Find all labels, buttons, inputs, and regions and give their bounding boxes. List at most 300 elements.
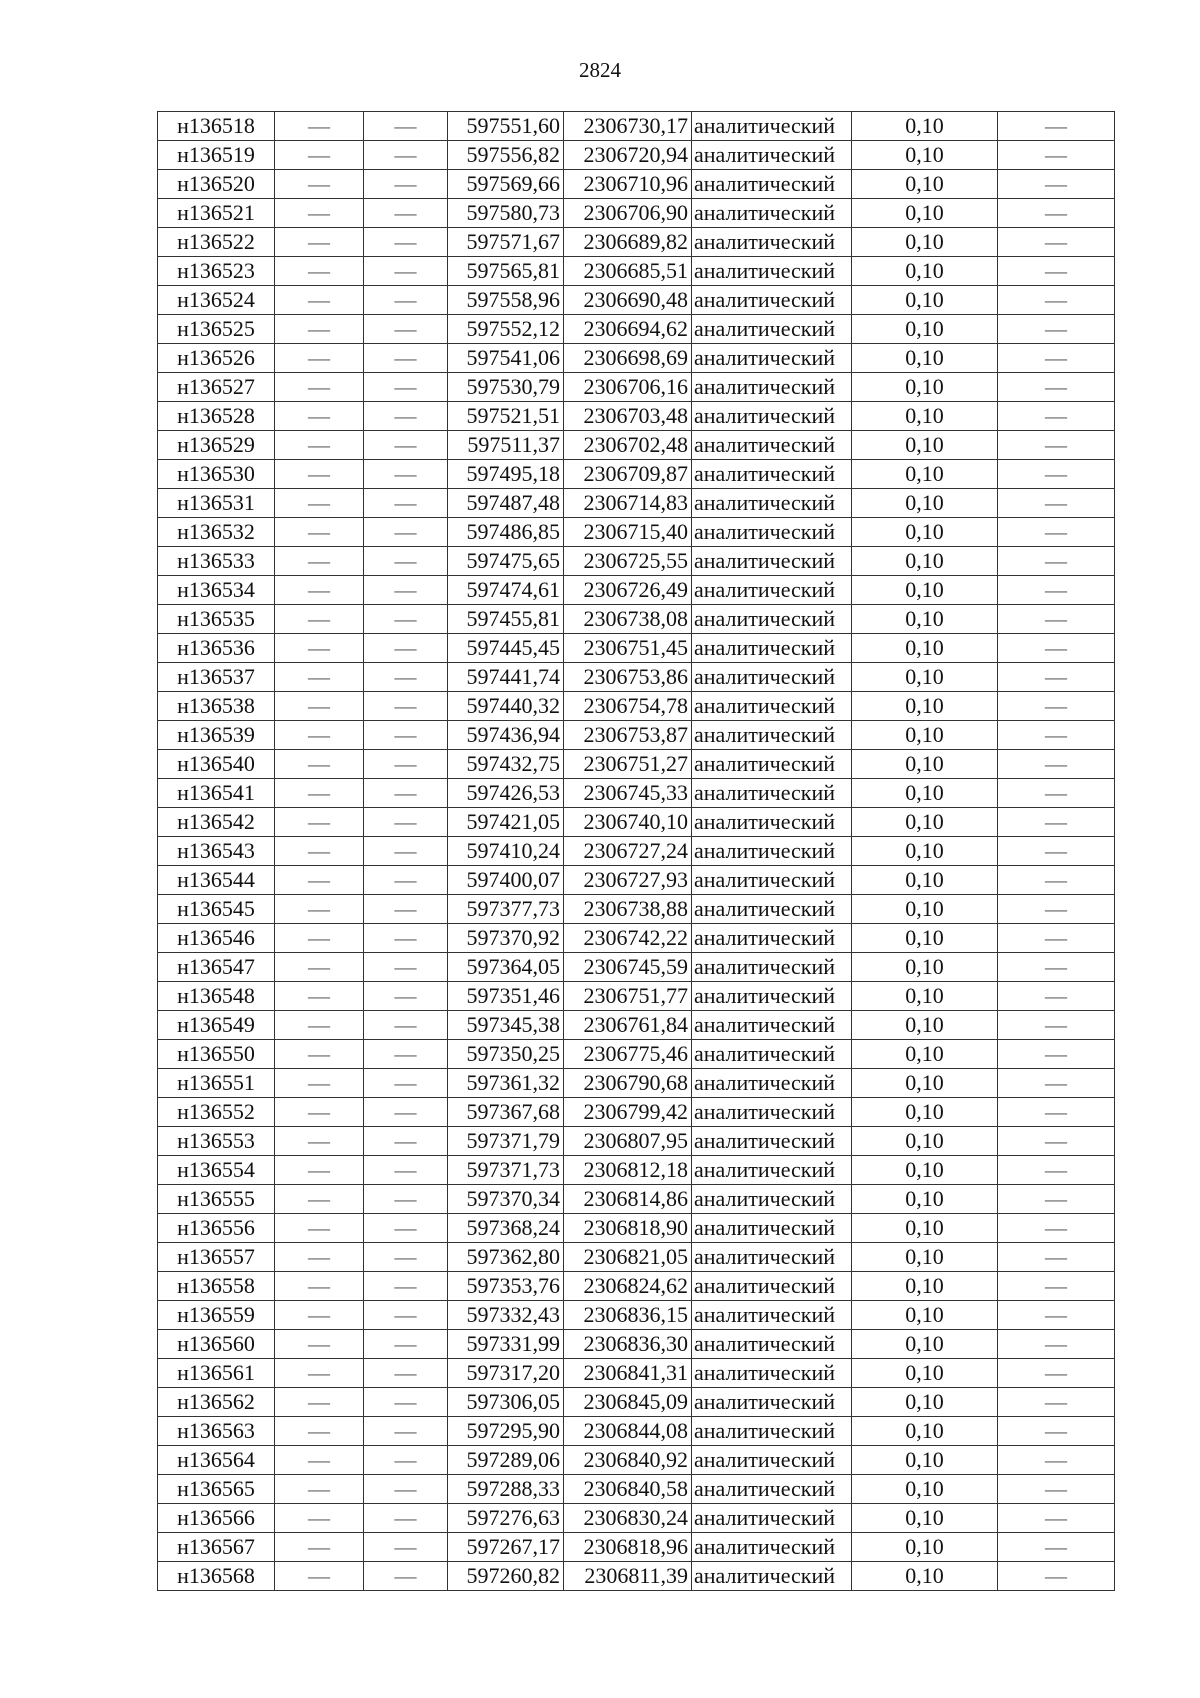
precision-cell: 0,10 [852, 228, 998, 257]
precision-cell: 0,10 [852, 634, 998, 663]
column-2-cell: — [275, 1243, 364, 1272]
column-2-cell: — [275, 547, 364, 576]
column-8-cell: — [998, 1446, 1115, 1475]
column-8-cell: — [998, 837, 1115, 866]
precision-cell: 0,10 [852, 547, 998, 576]
column-2-cell: — [275, 1301, 364, 1330]
method-cell: аналитический [692, 1272, 852, 1301]
column-8-cell: — [998, 924, 1115, 953]
column-8-cell: — [998, 692, 1115, 721]
method-cell: аналитический [692, 228, 852, 257]
table-row [158, 576, 1115, 605]
method-cell: аналитический [692, 170, 852, 199]
table-row [158, 1388, 1115, 1417]
column-8-cell: — [998, 1504, 1115, 1533]
point-id-cell: н136520 [158, 170, 275, 199]
table-row [158, 1069, 1115, 1098]
column-2-cell: — [275, 1069, 364, 1098]
precision-cell: 0,10 [852, 866, 998, 895]
column-2-cell: — [275, 1446, 364, 1475]
x-coordinate-cell: 597317,20 [448, 1359, 564, 1388]
column-3-cell: — [364, 1127, 448, 1156]
column-3-cell: — [364, 1562, 448, 1591]
x-coordinate-cell: 597361,32 [448, 1069, 564, 1098]
column-2-cell: — [275, 1359, 364, 1388]
x-coordinate-cell: 597571,67 [448, 228, 564, 257]
column-3-cell: — [364, 779, 448, 808]
column-2-cell: — [275, 1504, 364, 1533]
column-3-cell: — [364, 663, 448, 692]
method-cell: аналитический [692, 576, 852, 605]
method-cell: аналитический [692, 460, 852, 489]
column-3-cell: — [364, 1446, 448, 1475]
table-row [158, 228, 1115, 257]
table-row [158, 750, 1115, 779]
column-8-cell: — [998, 721, 1115, 750]
column-2-cell: — [275, 199, 364, 228]
column-3-cell: — [364, 518, 448, 547]
column-3-cell: — [364, 837, 448, 866]
method-cell: аналитический [692, 344, 852, 373]
method-cell: аналитический [692, 924, 852, 953]
method-cell: аналитический [692, 866, 852, 895]
y-coordinate-cell: 2306799,42 [564, 1098, 692, 1127]
column-3-cell: — [364, 924, 448, 953]
method-cell: аналитический [692, 431, 852, 460]
point-id-cell: н136527 [158, 373, 275, 402]
precision-cell: 0,10 [852, 1272, 998, 1301]
x-coordinate-cell: 597367,68 [448, 1098, 564, 1127]
method-cell: аналитический [692, 1330, 852, 1359]
column-3-cell: — [364, 866, 448, 895]
point-id-cell: н136550 [158, 1040, 275, 1069]
precision-cell: 0,10 [852, 1446, 998, 1475]
point-id-cell: н136537 [158, 663, 275, 692]
method-cell: аналитический [692, 634, 852, 663]
y-coordinate-cell: 2306742,22 [564, 924, 692, 953]
method-cell: аналитический [692, 605, 852, 634]
point-id-cell: н136547 [158, 953, 275, 982]
point-id-cell: н136555 [158, 1185, 275, 1214]
x-coordinate-cell: 597552,12 [448, 315, 564, 344]
y-coordinate-cell: 2306706,90 [564, 199, 692, 228]
column-3-cell: — [364, 1272, 448, 1301]
point-id-cell: н136519 [158, 141, 275, 170]
column-8-cell: — [998, 518, 1115, 547]
table-row [158, 547, 1115, 576]
precision-cell: 0,10 [852, 373, 998, 402]
column-3-cell: — [364, 692, 448, 721]
y-coordinate-cell: 2306753,86 [564, 663, 692, 692]
method-cell: аналитический [692, 721, 852, 750]
precision-cell: 0,10 [852, 1243, 998, 1272]
x-coordinate-cell: 597377,73 [448, 895, 564, 924]
table-row [158, 1330, 1115, 1359]
point-id-cell: н136541 [158, 779, 275, 808]
point-id-cell: н136556 [158, 1214, 275, 1243]
y-coordinate-cell: 2306840,92 [564, 1446, 692, 1475]
x-coordinate-cell: 597530,79 [448, 373, 564, 402]
table-row [158, 1475, 1115, 1504]
method-cell: аналитический [692, 982, 852, 1011]
column-8-cell: — [998, 141, 1115, 170]
point-id-cell: н136546 [158, 924, 275, 953]
precision-cell: 0,10 [852, 199, 998, 228]
column-8-cell: — [998, 953, 1115, 982]
column-8-cell: — [998, 402, 1115, 431]
x-coordinate-cell: 597260,82 [448, 1562, 564, 1591]
column-2-cell: — [275, 141, 364, 170]
point-id-cell: н136566 [158, 1504, 275, 1533]
column-3-cell: — [364, 750, 448, 779]
method-cell: аналитический [692, 1446, 852, 1475]
precision-cell: 0,10 [852, 1504, 998, 1533]
precision-cell: 0,10 [852, 1533, 998, 1562]
table-row [158, 779, 1115, 808]
precision-cell: 0,10 [852, 837, 998, 866]
precision-cell: 0,10 [852, 895, 998, 924]
column-8-cell: — [998, 779, 1115, 808]
precision-cell: 0,10 [852, 808, 998, 837]
column-2-cell: — [275, 460, 364, 489]
point-id-cell: н136548 [158, 982, 275, 1011]
point-id-cell: н136533 [158, 547, 275, 576]
x-coordinate-cell: 597521,51 [448, 402, 564, 431]
table-row [158, 286, 1115, 315]
column-8-cell: — [998, 489, 1115, 518]
y-coordinate-cell: 2306775,46 [564, 1040, 692, 1069]
x-coordinate-cell: 597440,32 [448, 692, 564, 721]
column-8-cell: — [998, 1156, 1115, 1185]
x-coordinate-cell: 597353,76 [448, 1272, 564, 1301]
y-coordinate-cell: 2306814,86 [564, 1185, 692, 1214]
column-8-cell: — [998, 1417, 1115, 1446]
x-coordinate-cell: 597400,07 [448, 866, 564, 895]
column-2-cell: — [275, 1562, 364, 1591]
column-8-cell: — [998, 1359, 1115, 1388]
table-row [158, 895, 1115, 924]
method-cell: аналитический [692, 663, 852, 692]
method-cell: аналитический [692, 1301, 852, 1330]
x-coordinate-cell: 597276,63 [448, 1504, 564, 1533]
x-coordinate-cell: 597541,06 [448, 344, 564, 373]
precision-cell: 0,10 [852, 953, 998, 982]
point-id-cell: н136529 [158, 431, 275, 460]
column-2-cell: — [275, 112, 364, 141]
method-cell: аналитический [692, 286, 852, 315]
column-2-cell: — [275, 1475, 364, 1504]
column-2-cell: — [275, 866, 364, 895]
method-cell: аналитический [692, 808, 852, 837]
method-cell: аналитический [692, 1156, 852, 1185]
column-2-cell: — [275, 1214, 364, 1243]
column-2-cell: — [275, 663, 364, 692]
point-id-cell: н136545 [158, 895, 275, 924]
precision-cell: 0,10 [852, 721, 998, 750]
table-row [158, 1243, 1115, 1272]
column-8-cell: — [998, 1011, 1115, 1040]
column-2-cell: — [275, 170, 364, 199]
precision-cell: 0,10 [852, 141, 998, 170]
precision-cell: 0,10 [852, 431, 998, 460]
point-id-cell: н136557 [158, 1243, 275, 1272]
column-3-cell: — [364, 1011, 448, 1040]
y-coordinate-cell: 2306738,08 [564, 605, 692, 634]
point-id-cell: н136560 [158, 1330, 275, 1359]
table-row [158, 1533, 1115, 1562]
column-3-cell: — [364, 1156, 448, 1185]
column-3-cell: — [364, 257, 448, 286]
column-8-cell: — [998, 634, 1115, 663]
method-cell: аналитический [692, 1011, 852, 1040]
column-8-cell: — [998, 750, 1115, 779]
precision-cell: 0,10 [852, 924, 998, 953]
precision-cell: 0,10 [852, 170, 998, 199]
column-8-cell: — [998, 895, 1115, 924]
x-coordinate-cell: 597371,73 [448, 1156, 564, 1185]
precision-cell: 0,10 [852, 1562, 998, 1591]
column-8-cell: — [998, 866, 1115, 895]
column-2-cell: — [275, 779, 364, 808]
table-row [158, 1214, 1115, 1243]
column-8-cell: — [998, 170, 1115, 199]
table-row [158, 315, 1115, 344]
column-2-cell: — [275, 1185, 364, 1214]
point-id-cell: н136564 [158, 1446, 275, 1475]
column-2-cell: — [275, 257, 364, 286]
table-row [158, 1011, 1115, 1040]
table-row [158, 1359, 1115, 1388]
method-cell: аналитический [692, 837, 852, 866]
column-8-cell: — [998, 373, 1115, 402]
x-coordinate-cell: 597495,18 [448, 460, 564, 489]
precision-cell: 0,10 [852, 1417, 998, 1446]
y-coordinate-cell: 2306727,93 [564, 866, 692, 895]
method-cell: аналитический [692, 1475, 852, 1504]
point-id-cell: н136562 [158, 1388, 275, 1417]
column-3-cell: — [364, 576, 448, 605]
column-2-cell: — [275, 692, 364, 721]
point-id-cell: н136565 [158, 1475, 275, 1504]
column-8-cell: — [998, 315, 1115, 344]
precision-cell: 0,10 [852, 1388, 998, 1417]
y-coordinate-cell: 2306845,09 [564, 1388, 692, 1417]
precision-cell: 0,10 [852, 1156, 998, 1185]
y-coordinate-cell: 2306694,62 [564, 315, 692, 344]
x-coordinate-cell: 597580,73 [448, 199, 564, 228]
column-8-cell: — [998, 605, 1115, 634]
point-id-cell: н136553 [158, 1127, 275, 1156]
y-coordinate-cell: 2306690,48 [564, 286, 692, 315]
table-row [158, 721, 1115, 750]
method-cell: аналитический [692, 141, 852, 170]
column-2-cell: — [275, 1388, 364, 1417]
column-2-cell: — [275, 953, 364, 982]
x-coordinate-cell: 597364,05 [448, 953, 564, 982]
column-8-cell: — [998, 663, 1115, 692]
coordinates-table [157, 111, 1115, 1591]
column-2-cell: — [275, 895, 364, 924]
x-coordinate-cell: 597426,53 [448, 779, 564, 808]
column-3-cell: — [364, 286, 448, 315]
column-2-cell: — [275, 982, 364, 1011]
column-2-cell: — [275, 286, 364, 315]
column-3-cell: — [364, 1040, 448, 1069]
table-row [158, 663, 1115, 692]
column-8-cell: — [998, 1243, 1115, 1272]
x-coordinate-cell: 597565,81 [448, 257, 564, 286]
table-row [158, 605, 1115, 634]
precision-cell: 0,10 [852, 692, 998, 721]
point-id-cell: н136518 [158, 112, 275, 141]
y-coordinate-cell: 2306841,31 [564, 1359, 692, 1388]
table-row [158, 866, 1115, 895]
y-coordinate-cell: 2306710,96 [564, 170, 692, 199]
x-coordinate-cell: 597370,34 [448, 1185, 564, 1214]
column-3-cell: — [364, 721, 448, 750]
x-coordinate-cell: 597267,17 [448, 1533, 564, 1562]
column-8-cell: — [998, 1533, 1115, 1562]
point-id-cell: н136552 [158, 1098, 275, 1127]
y-coordinate-cell: 2306790,68 [564, 1069, 692, 1098]
method-cell: аналитический [692, 257, 852, 286]
method-cell: аналитический [692, 1098, 852, 1127]
column-8-cell: — [998, 286, 1115, 315]
y-coordinate-cell: 2306726,49 [564, 576, 692, 605]
column-2-cell: — [275, 344, 364, 373]
y-coordinate-cell: 2306706,16 [564, 373, 692, 402]
table-row [158, 953, 1115, 982]
method-cell: аналитический [692, 489, 852, 518]
column-3-cell: — [364, 228, 448, 257]
point-id-cell: н136563 [158, 1417, 275, 1446]
column-2-cell: — [275, 837, 364, 866]
x-coordinate-cell: 597288,33 [448, 1475, 564, 1504]
x-coordinate-cell: 597441,74 [448, 663, 564, 692]
column-8-cell: — [998, 1214, 1115, 1243]
point-id-cell: н136535 [158, 605, 275, 634]
point-id-cell: н136536 [158, 634, 275, 663]
column-3-cell: — [364, 402, 448, 431]
precision-cell: 0,10 [852, 257, 998, 286]
column-3-cell: — [364, 141, 448, 170]
x-coordinate-cell: 597486,85 [448, 518, 564, 547]
table-row [158, 1185, 1115, 1214]
column-3-cell: — [364, 605, 448, 634]
y-coordinate-cell: 2306720,94 [564, 141, 692, 170]
x-coordinate-cell: 597445,45 [448, 634, 564, 663]
method-cell: аналитический [692, 750, 852, 779]
column-3-cell: — [364, 199, 448, 228]
x-coordinate-cell: 597436,94 [448, 721, 564, 750]
x-coordinate-cell: 597511,37 [448, 431, 564, 460]
point-id-cell: н136554 [158, 1156, 275, 1185]
column-3-cell: — [364, 895, 448, 924]
table-row [158, 199, 1115, 228]
column-8-cell: — [998, 460, 1115, 489]
column-3-cell: — [364, 112, 448, 141]
table-row [158, 1504, 1115, 1533]
column-2-cell: — [275, 750, 364, 779]
y-coordinate-cell: 2306727,24 [564, 837, 692, 866]
column-3-cell: — [364, 489, 448, 518]
column-2-cell: — [275, 1533, 364, 1562]
table-row [158, 257, 1115, 286]
table-row [158, 924, 1115, 953]
table-row [158, 692, 1115, 721]
x-coordinate-cell: 597487,48 [448, 489, 564, 518]
column-2-cell: — [275, 1272, 364, 1301]
precision-cell: 0,10 [852, 112, 998, 141]
column-3-cell: — [364, 1243, 448, 1272]
column-8-cell: — [998, 1475, 1115, 1504]
point-id-cell: н136526 [158, 344, 275, 373]
method-cell: аналитический [692, 953, 852, 982]
column-2-cell: — [275, 1040, 364, 1069]
column-8-cell: — [998, 228, 1115, 257]
column-3-cell: — [364, 344, 448, 373]
table-row [158, 141, 1115, 170]
y-coordinate-cell: 2306836,15 [564, 1301, 692, 1330]
x-coordinate-cell: 597371,79 [448, 1127, 564, 1156]
y-coordinate-cell: 2306751,27 [564, 750, 692, 779]
y-coordinate-cell: 2306745,59 [564, 953, 692, 982]
precision-cell: 0,10 [852, 1301, 998, 1330]
table-row [158, 1272, 1115, 1301]
column-8-cell: — [998, 1330, 1115, 1359]
method-cell: аналитический [692, 1214, 852, 1243]
point-id-cell: н136525 [158, 315, 275, 344]
point-id-cell: н136559 [158, 1301, 275, 1330]
precision-cell: 0,10 [852, 750, 998, 779]
point-id-cell: н136558 [158, 1272, 275, 1301]
x-coordinate-cell: 597368,24 [448, 1214, 564, 1243]
column-3-cell: — [364, 1475, 448, 1504]
column-8-cell: — [998, 199, 1115, 228]
precision-cell: 0,10 [852, 1359, 998, 1388]
point-id-cell: н136542 [158, 808, 275, 837]
column-2-cell: — [275, 315, 364, 344]
column-8-cell: — [998, 1127, 1115, 1156]
point-id-cell: н136521 [158, 199, 275, 228]
x-coordinate-cell: 597295,90 [448, 1417, 564, 1446]
table-row [158, 373, 1115, 402]
y-coordinate-cell: 2306840,58 [564, 1475, 692, 1504]
method-cell: аналитический [692, 402, 852, 431]
method-cell: аналитический [692, 112, 852, 141]
x-coordinate-cell: 597475,65 [448, 547, 564, 576]
y-coordinate-cell: 2306740,10 [564, 808, 692, 837]
column-3-cell: — [364, 1330, 448, 1359]
table-row [158, 1301, 1115, 1330]
point-id-cell: н136524 [158, 286, 275, 315]
precision-cell: 0,10 [852, 1475, 998, 1504]
point-id-cell: н136532 [158, 518, 275, 547]
x-coordinate-cell: 597331,99 [448, 1330, 564, 1359]
y-coordinate-cell: 2306821,05 [564, 1243, 692, 1272]
column-8-cell: — [998, 982, 1115, 1011]
table-row [158, 1156, 1115, 1185]
column-2-cell: — [275, 1011, 364, 1040]
column-3-cell: — [364, 953, 448, 982]
column-8-cell: — [998, 576, 1115, 605]
x-coordinate-cell: 597455,81 [448, 605, 564, 634]
precision-cell: 0,10 [852, 1330, 998, 1359]
table-row [158, 402, 1115, 431]
column-8-cell: — [998, 1098, 1115, 1127]
x-coordinate-cell: 597306,05 [448, 1388, 564, 1417]
precision-cell: 0,10 [852, 315, 998, 344]
